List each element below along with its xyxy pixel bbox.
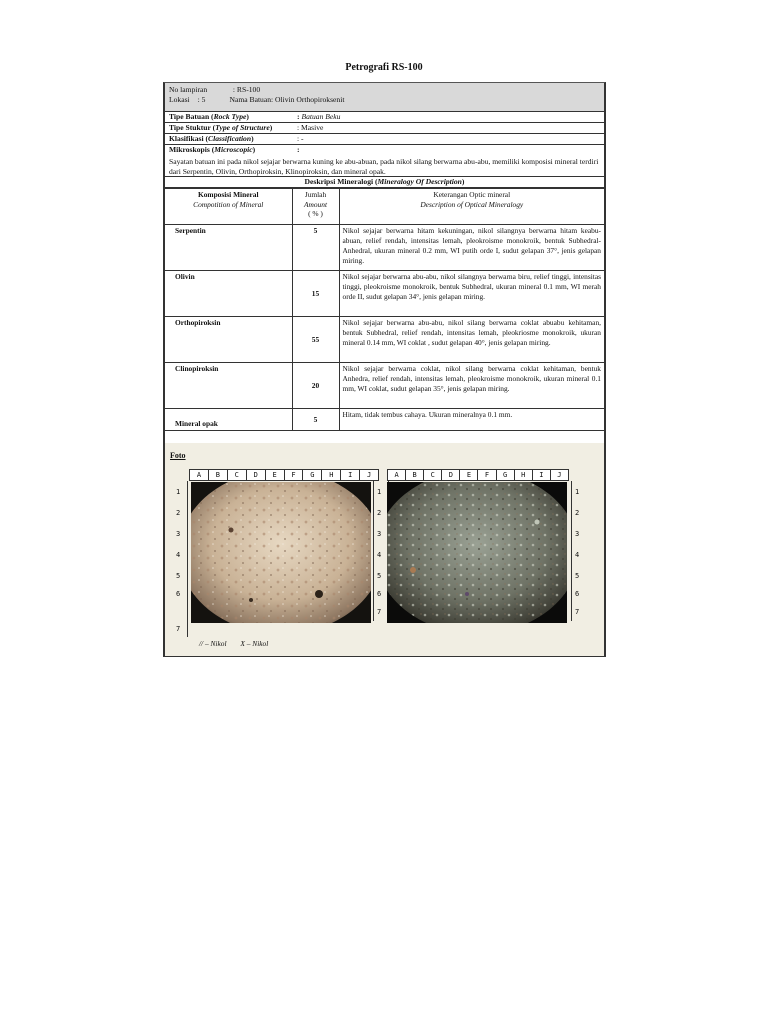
- mineral-description: Nikol sejajar berwarna coklat, nikol silang berwarna coklat kehitaman, bentuk Anhedra, relief rendah, intensitas lemah, pleokroisme monokroik, ukuran mineral 0.1 mm, WI coklat, sudut gelapan 35°, jenis gelapan miring.: [339, 363, 604, 409]
- mineral-amount: 15: [292, 271, 339, 317]
- foto-label: Foto: [170, 451, 186, 460]
- row-tick: 1: [377, 488, 382, 496]
- mineral-amount: 5: [292, 409, 339, 431]
- nama-batuan: Nama Batuan: Olivin Orthopiroksenit: [229, 94, 345, 104]
- section-title: Deskripsi Mineralogi (Mineralogy Of Description): [165, 177, 604, 188]
- col-header-description: [339, 189, 604, 225]
- row-tick: 2: [575, 509, 580, 517]
- tipe-batuan-en: Rock Type: [213, 112, 247, 121]
- col-tick: D: [247, 470, 266, 480]
- mineral-name: Mineral opak: [165, 409, 292, 431]
- col-ruler-left: [189, 469, 379, 481]
- col1-label: Komposisi Mineral: [197, 190, 259, 199]
- col-tick: A: [388, 470, 406, 480]
- mineral-description: Nikol sejajar berwarna hitam kekuningan, nikol silangnya berwarna hitam keabu-abuan, relief rendah, intensitas lemah, pleokroisme monokroik, bentuk Subhedral-Anhedral, ukuran mineral 0.2 mm, WI putih orde I, sudut gelapan 37°, jenis gelapan miring.: [339, 225, 604, 271]
- mineral-name: Serpentin: [165, 225, 292, 271]
- col-tick: C: [424, 470, 442, 480]
- lokasi-value: : 5: [197, 94, 206, 104]
- mikroskopis-description: Sayatan batuan ini pada nikol sejajar berwarna kuning ke abu-abuan, pada nikol silang berwarna abu-abu, memiliki komposisi mineral terdiri dari Serpentin, Olivin, Orthopiroksin, Klinopiroksin, dan mineral opak.: [165, 156, 604, 177]
- mikroskopis-en: Microscopic: [214, 145, 253, 154]
- col-tick: B: [209, 470, 228, 480]
- row-tick: 5: [176, 572, 181, 580]
- mineral-amount: 55: [292, 317, 339, 363]
- row-tick: 6: [377, 590, 382, 598]
- row-tick: 1: [575, 488, 580, 496]
- lampiran-label: No lampiran: [169, 85, 208, 94]
- col-tick: H: [322, 470, 341, 480]
- col3-label-en: Description of Optical Mineralogy: [420, 199, 524, 209]
- col-tick: I: [341, 470, 360, 480]
- row-tick: 1: [176, 488, 181, 496]
- mineral-name: Orthopiroksin: [165, 317, 292, 363]
- row-tick: 5: [377, 572, 382, 580]
- photo-grid: [173, 469, 592, 637]
- tipe-struktur-en: Type of Structure: [215, 123, 270, 132]
- col-tick: E: [460, 470, 478, 480]
- mineral-name: Clinopiroksin: [165, 363, 292, 409]
- col3-label: Keterangan Optic mineral: [433, 190, 511, 199]
- row-tick: 4: [377, 551, 382, 559]
- col-header-amount: [292, 189, 339, 225]
- mineral-description: Nikol sejajar berwarna abu-abu, nikol silang berwarna coklat abuabu kehitaman, bentuk Subhedral, relief rendah, intensitas lemah, pleokriosme monokroik, ukuran mineral 0.14 mm, WI coklat , sudut gelapan 40°, jenis gelapan miring.: [339, 317, 604, 363]
- row-tick: 2: [377, 509, 382, 517]
- klasifikasi-value: : -: [297, 134, 304, 143]
- tipe-batuan-value: Batuan Beku: [301, 112, 341, 121]
- col-tick: J: [367, 471, 372, 479]
- row-tick: 7: [176, 625, 181, 633]
- page-title: Petrografi RS-100: [345, 62, 423, 73]
- lampiran-value: : RS-100: [232, 85, 261, 94]
- tipe-batuan-label: Tipe Batuan (: [169, 112, 214, 121]
- col-tick: F: [285, 470, 304, 480]
- klasifikasi-row: Klasifikasi (Classification) : -: [165, 134, 604, 145]
- mikroskopis-row: Mikroskopis (Microscopic) :: [169, 145, 300, 154]
- row-tick: 3: [176, 530, 181, 538]
- col-tick: B: [406, 470, 424, 480]
- photo-cross-nicol-image: [387, 482, 567, 623]
- row-tick: 4: [176, 551, 181, 559]
- sample-header: [165, 83, 604, 112]
- petrography-sheet: [163, 82, 606, 657]
- row-tick: 6: [575, 590, 580, 598]
- mineral-description: Hitam, tidak tembus cahaya. Ukuran mineralnya 0.1 mm.: [339, 409, 604, 431]
- row-tick: 5: [575, 572, 580, 580]
- row-tick: 3: [575, 530, 580, 538]
- row-ruler-left: [173, 481, 188, 637]
- row-tick: 4: [575, 551, 580, 559]
- tipe-batuan-row: Tipe Batuan (Rock Type) : Batuan Beku: [165, 112, 604, 123]
- col-tick: D: [442, 470, 460, 480]
- legend-cross-nicol: X – Nikol: [240, 639, 269, 648]
- klasifikasi-en: Classification: [208, 134, 252, 143]
- col-header-composition: [165, 189, 292, 225]
- photo-section: [165, 443, 604, 656]
- photo-cross-nicol: [387, 482, 567, 623]
- klasifikasi-label: Klasifikasi (: [169, 134, 209, 143]
- photo-legend: [199, 639, 268, 649]
- row-tick: 7: [575, 608, 580, 616]
- col-tick: C: [228, 470, 247, 480]
- col2-label-en: Amount: [304, 199, 327, 209]
- col-tick: J: [557, 471, 562, 479]
- mineral-table: [165, 188, 604, 431]
- table-row: [165, 225, 604, 271]
- row-ruler-right: [571, 481, 586, 621]
- mikroskopis-label: Mikroskopis (: [169, 145, 215, 154]
- table-row: [165, 271, 604, 317]
- table-row: [165, 363, 604, 409]
- row-tick: 3: [377, 530, 382, 538]
- mineral-amount: 5: [292, 225, 339, 271]
- col-tick: G: [497, 470, 515, 480]
- row-tick: 2: [176, 509, 181, 517]
- tipe-struktur-row: Tipe Stuktur (Type of Structure) : Masive: [165, 123, 604, 134]
- photo-parallel-nicol-image: [191, 482, 371, 623]
- photo-parallel-nicol: [191, 482, 371, 623]
- row-tick: 7: [377, 608, 382, 616]
- table-row: [165, 317, 604, 363]
- col-tick: G: [303, 470, 322, 480]
- col2-unit: ( % ): [308, 209, 323, 219]
- mikroskopis-value: :: [297, 145, 300, 154]
- section-title-en: Mineralogy Of Description: [377, 177, 462, 186]
- col-tick: A: [190, 470, 209, 480]
- mineral-amount: 20: [292, 363, 339, 409]
- mineral-name: Olivin: [165, 271, 292, 317]
- col1-label-en: Compotition of Mineral: [193, 199, 264, 209]
- legend-parallel-nicol: // – Nikol: [199, 639, 227, 648]
- col-tick: H: [515, 470, 533, 480]
- col-tick: I: [533, 470, 551, 480]
- col-ruler-right: [387, 469, 569, 481]
- col-tick: E: [266, 470, 285, 480]
- col2-label: Jumlah: [304, 190, 327, 199]
- tipe-struktur-label: Tipe Stuktur (: [169, 123, 216, 132]
- lokasi-label: Lokasi: [169, 94, 190, 104]
- col-tick: F: [478, 470, 496, 480]
- section-title-text: Deskripsi Mineralogi (: [304, 177, 378, 186]
- mineral-description: Nikol sejajar berwarna abu-abu, nikol silangnya berwarna biru, relief tinggi, intensitas tinggi, pleokroisme monokroik, bentuk Subhedral, ukuran mineral 0.1 mm, WI merah orde II, sudut gelapan 34°, jenis gelapan miring.: [339, 271, 604, 317]
- table-row: [165, 409, 604, 431]
- row-tick: 6: [176, 590, 181, 598]
- tipe-struktur-value: : Masive: [297, 123, 324, 132]
